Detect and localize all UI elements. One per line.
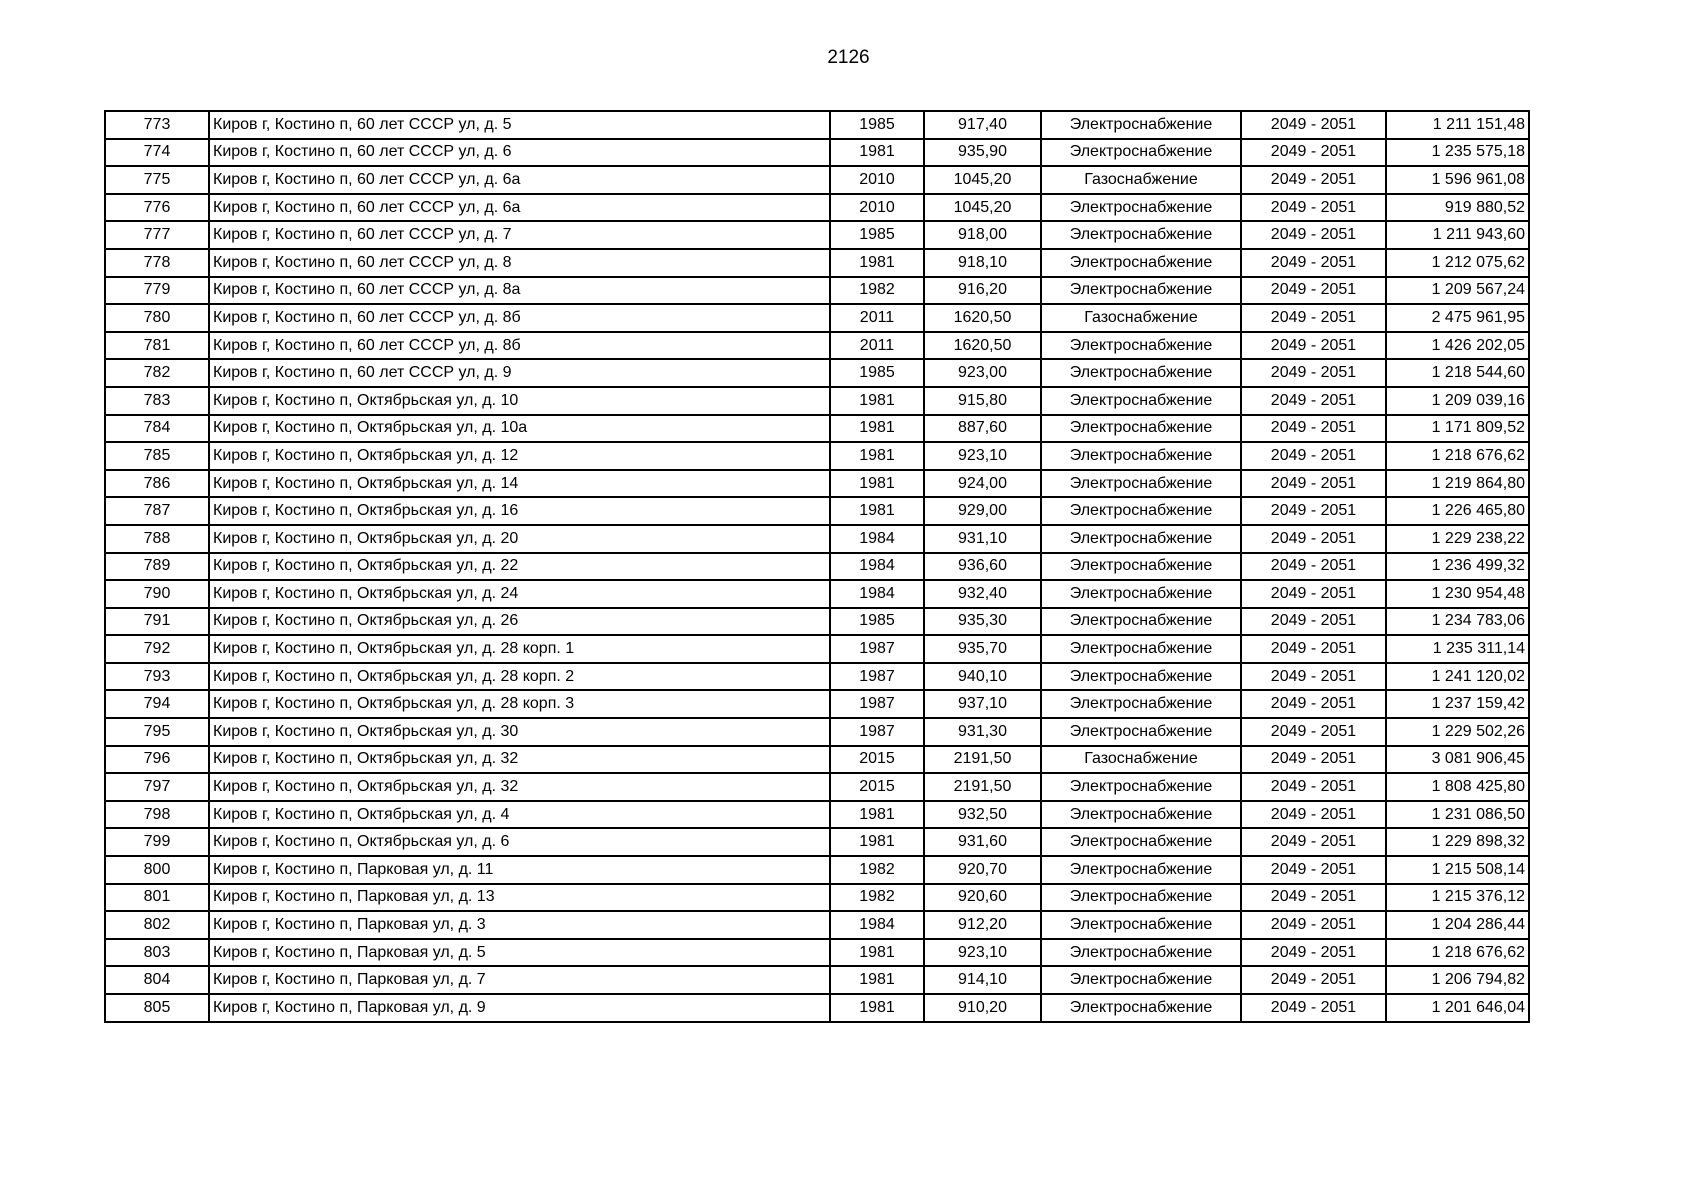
row-number-cell: 780 [105,304,209,332]
work-type-cell: Электроснабжение [1041,994,1241,1022]
area-cell: 923,10 [924,939,1041,967]
work-type-cell: Электроснабжение [1041,773,1241,801]
cost-cell: 1 212 075,62 [1386,249,1529,277]
address-cell: Киров г, Костино п, Октябрьская ул, д. 28 корп. 1 [209,635,830,663]
area-cell: 935,30 [924,608,1041,636]
work-type-cell: Электроснабжение [1041,415,1241,443]
address-cell: Киров г, Костино п, Октябрьская ул, д. 24 [209,580,830,608]
area-cell: 937,10 [924,690,1041,718]
table-row [105,746,1529,774]
table-row [105,415,1529,443]
cost-cell: 1 234 783,06 [1386,608,1529,636]
page-number: 2126 [827,47,870,68]
period-cell: 2049 - 2051 [1241,746,1386,774]
row-number-cell: 805 [105,994,209,1022]
cost-cell: 1 229 238,22 [1386,525,1529,553]
work-type-cell: Электроснабжение [1041,553,1241,581]
cost-cell: 1 215 508,14 [1386,856,1529,884]
year-cell: 1984 [830,553,924,581]
year-cell: 1987 [830,690,924,718]
table-row [105,111,1529,139]
cost-cell: 1 236 499,32 [1386,553,1529,581]
cost-cell: 1 230 954,48 [1386,580,1529,608]
cost-cell: 1 201 646,04 [1386,994,1529,1022]
row-number-cell: 779 [105,277,209,305]
table-row [105,525,1529,553]
period-cell: 2049 - 2051 [1241,884,1386,912]
address-cell: Киров г, Костино п, 60 лет СССР ул, д. 8 [209,249,830,277]
work-type-cell: Газоснабжение [1041,304,1241,332]
work-type-cell: Электроснабжение [1041,470,1241,498]
cost-cell: 1 426 202,05 [1386,332,1529,360]
year-cell: 1981 [830,939,924,967]
address-cell: Киров г, Костино п, Парковая ул, д. 3 [209,911,830,939]
period-cell: 2049 - 2051 [1241,580,1386,608]
row-number-cell: 782 [105,359,209,387]
address-cell: Киров г, Костино п, Октябрьская ул, д. 12 [209,442,830,470]
row-number-cell: 801 [105,884,209,912]
cost-cell: 1 229 898,32 [1386,828,1529,856]
address-cell: Киров г, Костино п, Парковая ул, д. 7 [209,966,830,994]
cost-cell: 1 226 465,80 [1386,497,1529,525]
period-cell: 2049 - 2051 [1241,608,1386,636]
year-cell: 1981 [830,994,924,1022]
period-cell: 2049 - 2051 [1241,939,1386,967]
row-number-cell: 796 [105,746,209,774]
row-number-cell: 797 [105,773,209,801]
address-cell: Киров г, Костино п, 60 лет СССР ул, д. 6а [209,194,830,222]
table-row [105,939,1529,967]
address-cell: Киров г, Костино п, Октябрьская ул, д. 10 [209,387,830,415]
row-number-cell: 798 [105,801,209,829]
period-cell: 2049 - 2051 [1241,111,1386,139]
address-cell: Киров г, Костино п, 60 лет СССР ул, д. 6 [209,139,830,167]
address-cell: Киров г, Костино п, Октябрьская ул, д. 4 [209,801,830,829]
address-cell: Киров г, Костино п, 60 лет СССР ул, д. 6а [209,166,830,194]
area-cell: 932,50 [924,801,1041,829]
period-cell: 2049 - 2051 [1241,635,1386,663]
row-number-cell: 800 [105,856,209,884]
row-number-cell: 773 [105,111,209,139]
address-cell: Киров г, Костино п, Парковая ул, д. 11 [209,856,830,884]
area-cell: 917,40 [924,111,1041,139]
cost-cell: 919 880,52 [1386,194,1529,222]
period-cell: 2049 - 2051 [1241,553,1386,581]
address-cell: Киров г, Костино п, Октябрьская ул, д. 28 корп. 2 [209,663,830,691]
row-number-cell: 781 [105,332,209,360]
year-cell: 1987 [830,663,924,691]
area-cell: 918,00 [924,221,1041,249]
year-cell: 2011 [830,304,924,332]
work-type-cell: Электроснабжение [1041,387,1241,415]
period-cell: 2049 - 2051 [1241,359,1386,387]
area-cell: 932,40 [924,580,1041,608]
cost-cell: 1 171 809,52 [1386,415,1529,443]
year-cell: 1985 [830,221,924,249]
row-number-cell: 794 [105,690,209,718]
area-cell: 912,20 [924,911,1041,939]
year-cell: 1981 [830,249,924,277]
area-cell: 931,30 [924,718,1041,746]
work-type-cell: Электроснабжение [1041,497,1241,525]
year-cell: 1981 [830,497,924,525]
year-cell: 1981 [830,470,924,498]
work-type-cell: Электроснабжение [1041,828,1241,856]
address-cell: Киров г, Костино п, 60 лет СССР ул, д. 8а [209,277,830,305]
year-cell: 2010 [830,194,924,222]
area-cell: 920,70 [924,856,1041,884]
table-row [105,635,1529,663]
address-cell: Киров г, Костино п, 60 лет СССР ул, д. 8б [209,304,830,332]
row-number-cell: 804 [105,966,209,994]
cost-cell: 1 237 159,42 [1386,690,1529,718]
work-type-cell: Электроснабжение [1041,580,1241,608]
year-cell: 1982 [830,884,924,912]
year-cell: 1981 [830,828,924,856]
period-cell: 2049 - 2051 [1241,966,1386,994]
table-row [105,773,1529,801]
area-cell: 1620,50 [924,304,1041,332]
year-cell: 1982 [830,856,924,884]
work-type-cell: Электроснабжение [1041,525,1241,553]
period-cell: 2049 - 2051 [1241,801,1386,829]
period-cell: 2049 - 2051 [1241,856,1386,884]
period-cell: 2049 - 2051 [1241,277,1386,305]
work-type-cell: Газоснабжение [1041,166,1241,194]
work-type-cell: Электроснабжение [1041,939,1241,967]
year-cell: 1984 [830,580,924,608]
table-row [105,884,1529,912]
table-row [105,553,1529,581]
period-cell: 2049 - 2051 [1241,139,1386,167]
address-cell: Киров г, Костино п, Парковая ул, д. 5 [209,939,830,967]
work-type-cell: Электроснабжение [1041,221,1241,249]
area-cell: 914,10 [924,966,1041,994]
work-type-cell: Электроснабжение [1041,359,1241,387]
period-cell: 2049 - 2051 [1241,194,1386,222]
year-cell: 2011 [830,332,924,360]
table-row [105,856,1529,884]
table-row [105,911,1529,939]
row-number-cell: 774 [105,139,209,167]
table-row [105,690,1529,718]
work-type-cell: Электроснабжение [1041,966,1241,994]
address-cell: Киров г, Костино п, Октябрьская ул, д. 20 [209,525,830,553]
table-row [105,828,1529,856]
work-type-cell: Газоснабжение [1041,746,1241,774]
area-cell: 935,90 [924,139,1041,167]
area-cell: 935,70 [924,635,1041,663]
address-cell: Киров г, Костино п, 60 лет СССР ул, д. 7 [209,221,830,249]
work-type-cell: Электроснабжение [1041,194,1241,222]
row-number-cell: 788 [105,525,209,553]
row-number-cell: 785 [105,442,209,470]
period-cell: 2049 - 2051 [1241,828,1386,856]
work-type-cell: Электроснабжение [1041,801,1241,829]
row-number-cell: 786 [105,470,209,498]
table-row [105,249,1529,277]
work-type-cell: Электроснабжение [1041,249,1241,277]
table-row [105,359,1529,387]
work-type-cell: Электроснабжение [1041,635,1241,663]
period-cell: 2049 - 2051 [1241,690,1386,718]
year-cell: 1981 [830,387,924,415]
area-cell: 923,10 [924,442,1041,470]
table-row [105,332,1529,360]
year-cell: 2015 [830,746,924,774]
period-cell: 2049 - 2051 [1241,304,1386,332]
cost-cell: 1 235 575,18 [1386,139,1529,167]
work-type-cell: Электроснабжение [1041,663,1241,691]
row-number-cell: 784 [105,415,209,443]
area-cell: 931,10 [924,525,1041,553]
work-type-cell: Электроснабжение [1041,332,1241,360]
cost-cell: 1 241 120,02 [1386,663,1529,691]
year-cell: 1984 [830,525,924,553]
year-cell: 1982 [830,277,924,305]
table-row [105,221,1529,249]
year-cell: 1984 [830,911,924,939]
area-cell: 918,10 [924,249,1041,277]
address-cell: Киров г, Костино п, Октябрьская ул, д. 14 [209,470,830,498]
address-cell: Киров г, Костино п, Октябрьская ул, д. 28 корп. 3 [209,690,830,718]
row-number-cell: 776 [105,194,209,222]
period-cell: 2049 - 2051 [1241,415,1386,443]
work-type-cell: Электроснабжение [1041,111,1241,139]
address-cell: Киров г, Костино п, Парковая ул, д. 9 [209,994,830,1022]
address-cell: Киров г, Костино п, 60 лет СССР ул, д. 8б [209,332,830,360]
row-number-cell: 795 [105,718,209,746]
area-cell: 887,60 [924,415,1041,443]
address-cell: Киров г, Костино п, Октябрьская ул, д. 32 [209,746,830,774]
row-number-cell: 799 [105,828,209,856]
cost-cell: 1 808 425,80 [1386,773,1529,801]
table-row [105,442,1529,470]
work-type-cell: Электроснабжение [1041,608,1241,636]
area-cell: 923,00 [924,359,1041,387]
period-cell: 2049 - 2051 [1241,911,1386,939]
address-cell: Киров г, Костино п, 60 лет СССР ул, д. 5 [209,111,830,139]
period-cell: 2049 - 2051 [1241,442,1386,470]
row-number-cell: 777 [105,221,209,249]
table-row [105,277,1529,305]
table-body [105,111,1529,1022]
period-cell: 2049 - 2051 [1241,166,1386,194]
table-row [105,801,1529,829]
cost-cell: 1 218 676,62 [1386,939,1529,967]
period-cell: 2049 - 2051 [1241,387,1386,415]
work-type-cell: Электроснабжение [1041,277,1241,305]
table-row [105,166,1529,194]
area-cell: 1045,20 [924,194,1041,222]
table-row [105,663,1529,691]
area-cell: 929,00 [924,497,1041,525]
year-cell: 1985 [830,608,924,636]
row-number-cell: 791 [105,608,209,636]
year-cell: 1987 [830,635,924,663]
address-cell: Киров г, Костино п, Октябрьская ул, д. 30 [209,718,830,746]
area-cell: 920,60 [924,884,1041,912]
row-number-cell: 793 [105,663,209,691]
work-type-cell: Электроснабжение [1041,690,1241,718]
year-cell: 2015 [830,773,924,801]
row-number-cell: 778 [105,249,209,277]
year-cell: 1981 [830,415,924,443]
address-cell: Киров г, Костино п, Октябрьская ул, д. 6 [209,828,830,856]
period-cell: 2049 - 2051 [1241,994,1386,1022]
period-cell: 2049 - 2051 [1241,525,1386,553]
area-cell: 924,00 [924,470,1041,498]
address-cell: Киров г, Костино п, Октябрьская ул, д. 32 [209,773,830,801]
period-cell: 2049 - 2051 [1241,773,1386,801]
address-cell: Киров г, Костино п, Октябрьская ул, д. 16 [209,497,830,525]
period-cell: 2049 - 2051 [1241,497,1386,525]
table-row [105,966,1529,994]
cost-cell: 1 211 943,60 [1386,221,1529,249]
table-row [105,470,1529,498]
cost-cell: 1 206 794,82 [1386,966,1529,994]
work-type-cell: Электроснабжение [1041,856,1241,884]
registry-table [104,110,1530,1023]
table-row [105,139,1529,167]
row-number-cell: 775 [105,166,209,194]
cost-cell: 1 209 039,16 [1386,387,1529,415]
period-cell: 2049 - 2051 [1241,663,1386,691]
area-cell: 2191,50 [924,746,1041,774]
period-cell: 2049 - 2051 [1241,249,1386,277]
table-row [105,994,1529,1022]
cost-cell: 1 235 311,14 [1386,635,1529,663]
row-number-cell: 787 [105,497,209,525]
cost-cell: 1 596 961,08 [1386,166,1529,194]
row-number-cell: 789 [105,553,209,581]
cost-cell: 1 219 864,80 [1386,470,1529,498]
area-cell: 910,20 [924,994,1041,1022]
year-cell: 1981 [830,966,924,994]
year-cell: 1981 [830,139,924,167]
table-row [105,194,1529,222]
year-cell: 2010 [830,166,924,194]
address-cell: Киров г, Костино п, Октябрьская ул, д. 22 [209,553,830,581]
row-number-cell: 783 [105,387,209,415]
area-cell: 2191,50 [924,773,1041,801]
year-cell: 1981 [830,801,924,829]
area-cell: 1045,20 [924,166,1041,194]
period-cell: 2049 - 2051 [1241,332,1386,360]
year-cell: 1981 [830,442,924,470]
year-cell: 1985 [830,359,924,387]
cost-cell: 1 218 544,60 [1386,359,1529,387]
period-cell: 2049 - 2051 [1241,221,1386,249]
work-type-cell: Электроснабжение [1041,884,1241,912]
area-cell: 931,60 [924,828,1041,856]
cost-cell: 1 209 567,24 [1386,277,1529,305]
period-cell: 2049 - 2051 [1241,470,1386,498]
work-type-cell: Электроснабжение [1041,139,1241,167]
row-number-cell: 802 [105,911,209,939]
address-cell: Киров г, Костино п, 60 лет СССР ул, д. 9 [209,359,830,387]
table-row [105,304,1529,332]
work-type-cell: Электроснабжение [1041,718,1241,746]
cost-cell: 1 231 086,50 [1386,801,1529,829]
area-cell: 936,60 [924,553,1041,581]
table-row [105,497,1529,525]
row-number-cell: 790 [105,580,209,608]
table-row [105,608,1529,636]
cost-cell: 1 204 286,44 [1386,911,1529,939]
cost-cell: 1 218 676,62 [1386,442,1529,470]
cost-cell: 3 081 906,45 [1386,746,1529,774]
cost-cell: 2 475 961,95 [1386,304,1529,332]
work-type-cell: Электроснабжение [1041,442,1241,470]
address-cell: Киров г, Костино п, Октябрьская ул, д. 26 [209,608,830,636]
table-row [105,387,1529,415]
table-row [105,580,1529,608]
year-cell: 1985 [830,111,924,139]
year-cell: 1987 [830,718,924,746]
address-cell: Киров г, Костино п, Октябрьская ул, д. 10а [209,415,830,443]
work-type-cell: Электроснабжение [1041,911,1241,939]
row-number-cell: 792 [105,635,209,663]
period-cell: 2049 - 2051 [1241,718,1386,746]
area-cell: 1620,50 [924,332,1041,360]
area-cell: 916,20 [924,277,1041,305]
area-cell: 940,10 [924,663,1041,691]
table-row [105,718,1529,746]
cost-cell: 1 215 376,12 [1386,884,1529,912]
address-cell: Киров г, Костино п, Парковая ул, д. 13 [209,884,830,912]
cost-cell: 1 229 502,26 [1386,718,1529,746]
row-number-cell: 803 [105,939,209,967]
area-cell: 915,80 [924,387,1041,415]
cost-cell: 1 211 151,48 [1386,111,1529,139]
